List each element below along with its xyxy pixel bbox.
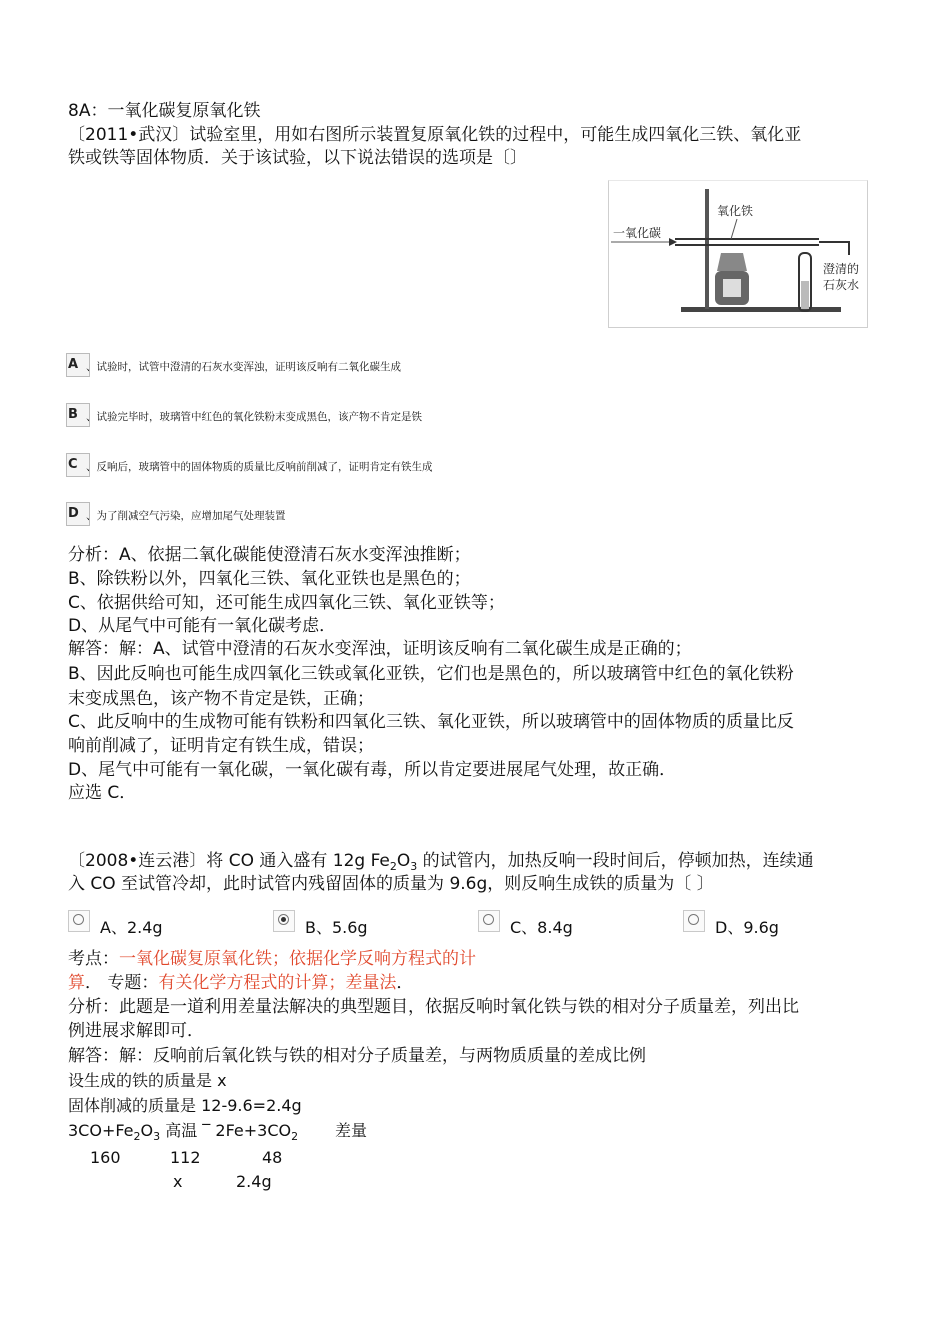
q2-stem-line2: 入 CO 至试管冷却，此时试管内残留固体的质量为 9.6g，则反响生成铁的质量为〔 〕 [68, 874, 714, 894]
q2-equation: $3CO+Fe_2O_3$ 高温 ‾ $2Fe+3CO_2$ [68, 1121, 299, 1143]
q2-zhuanti-topics: 有关化学方程式的计算；差量法 [158, 973, 397, 993]
q2-answer-line2: 设生成的铁的质量是 x [68, 1071, 227, 1090]
burner-top [717, 253, 747, 271]
outlet-tube [819, 242, 849, 255]
q2-kaodian-line1: 考点：一氧化碳复原氧化铁；依据化学反响方程式的计 [68, 949, 476, 969]
q2-value-2-4g: 2.4g [236, 1172, 272, 1191]
q1-analysis-0: 分析：A、依据二氧化碳能使澄清石灰水变浑浊推断； [68, 545, 471, 565]
q1-answer-3: C、此反响中的生成物可能有铁粉和四氧化三铁、氧化亚铁，所以玻璃管中的固体物质的质量比反 [68, 712, 794, 732]
q1-analysis-2: C、依据供给可知，还可能生成四氧化三铁、氧化亚铁等； [68, 593, 505, 613]
q2-option-a-radio[interactable] [68, 910, 90, 932]
q2-option-c-text: C、8.4g [510, 918, 573, 937]
q1-answer-2: 末变成黑色，该产物不肯定是铁，正确； [68, 689, 374, 709]
label-co: 一氧化碳 [613, 226, 662, 240]
fe2o3-pointer [731, 219, 737, 239]
q2-unknown-x: x [173, 1172, 183, 1191]
q1-answer-1: B、因此反响也可能生成四氧化三铁或氧化亚铁，它们也是黑色的，所以玻璃管中红色的氧化铁粉 [68, 664, 794, 684]
q1-option-d-text: 、为了削减空气污染，应增加尾气处理装置 [86, 510, 286, 522]
q1-option-c-radio[interactable]: C [66, 453, 90, 477]
q2-option-c-radio[interactable] [478, 910, 500, 932]
q2-answer-line1: 解答：解：反响前后氧化铁与铁的相对分子质量差，与两物质质量的差成比例 [68, 1046, 646, 1066]
q1-stem-line2: 铁或铁等固体物质．关于该试验，以下说法错误的选项是〔〕 [68, 148, 527, 168]
q1-option-b-text: 、试验完毕时，玻璃管中红色的氧化铁粉末变成黑色，该产物不肯定是铁 [86, 411, 422, 423]
q1-option-d-radio[interactable]: D [66, 502, 90, 526]
label-limewater-1: 澄清的 [823, 262, 860, 276]
label-fe2o3: 氧化铁 [717, 204, 754, 218]
q1-answer-6: 应选 C． [68, 783, 137, 803]
q1-answer-5: D、尾气中可能有一氧化碳，一氧化碳有毒，所以肯定要进展尾气处理，故正确． [68, 760, 677, 780]
q2-mass-160: 160 [90, 1148, 121, 1167]
q1-option-c-text: 、反响后，玻璃管中的固体物质的质量比反响前削减了，证明肯定有铁生成 [86, 461, 433, 473]
q2-analysis-line1: 分析：此题是一道利用差量法解决的典型题目，依据反响时氧化铁与铁的相对分子质量差，列出比 [68, 997, 799, 1017]
q1-analysis-3: D、从尾气中可能有一氧化碳考虑． [68, 616, 337, 636]
q2-option-a-text: A、2.4g [100, 918, 163, 937]
q2-answer-line3: 固体削减的质量是 12-9.6=2.4g [68, 1096, 302, 1115]
apparatus-drawing [609, 181, 867, 327]
q2-mass-48: 48 [262, 1148, 283, 1167]
stand-rod [705, 189, 709, 309]
q1-analysis-1: B、除铁粉以外，四氧化三铁、氧化亚铁也是黑色的； [68, 569, 471, 589]
q2-stem-line1: 〔2008•连云港〕将 CO 通入盛有 12g $Fe_2O_3$ 的试管内，加热反响一段时间后，停顿加热，连续通 [68, 851, 814, 873]
q2-equation-diff-label: 差量 [335, 1121, 368, 1140]
q1-title: 8A：一氧化碳复原氧化铁 [68, 101, 261, 121]
q1-answer-0: 解答：解：A、试管中澄清的石灰水变浑浊，证明该反响有二氧化碳生成是正确的； [68, 639, 692, 659]
q1-stem-line1: 〔2011•武汉〕试验室里，用如右图所示装置复原氧化铁的过程中，可能生成四氧化三铁、氧化亚 [68, 125, 802, 145]
label-limewater-2: 石灰水 [823, 278, 860, 292]
q2-kaodian-topics: 一氧化碳复原氧化铁；依据化学反响方程式的计 [119, 949, 476, 969]
apparatus-figure [608, 180, 868, 328]
q2-option-d-radio[interactable] [683, 910, 705, 932]
q2-analysis-line2: 例进展求解即可． [68, 1021, 204, 1041]
q2-option-b-radio[interactable] [273, 910, 295, 932]
limewater-liquid [801, 281, 809, 309]
q2-mass-112: 112 [170, 1148, 201, 1167]
q2-option-d-text: D、9.6g [715, 918, 779, 937]
q1-answer-4: 响前削减了，证明肯定有铁生成，错误； [68, 736, 374, 756]
q2-option-b-text: B、5.6g [305, 918, 368, 937]
q2-kaodian-line2: 算． 专题：有关化学方程式的计算；差量法． [68, 973, 414, 993]
q1-option-a-text: 、试验时，试管中澄清的石灰水变浑浊，证明该反响有二氧化碳生成 [86, 361, 401, 373]
burner-window [723, 279, 741, 297]
q1-option-a-radio[interactable]: A [66, 353, 90, 377]
q1-option-b-radio[interactable]: B [66, 403, 90, 427]
